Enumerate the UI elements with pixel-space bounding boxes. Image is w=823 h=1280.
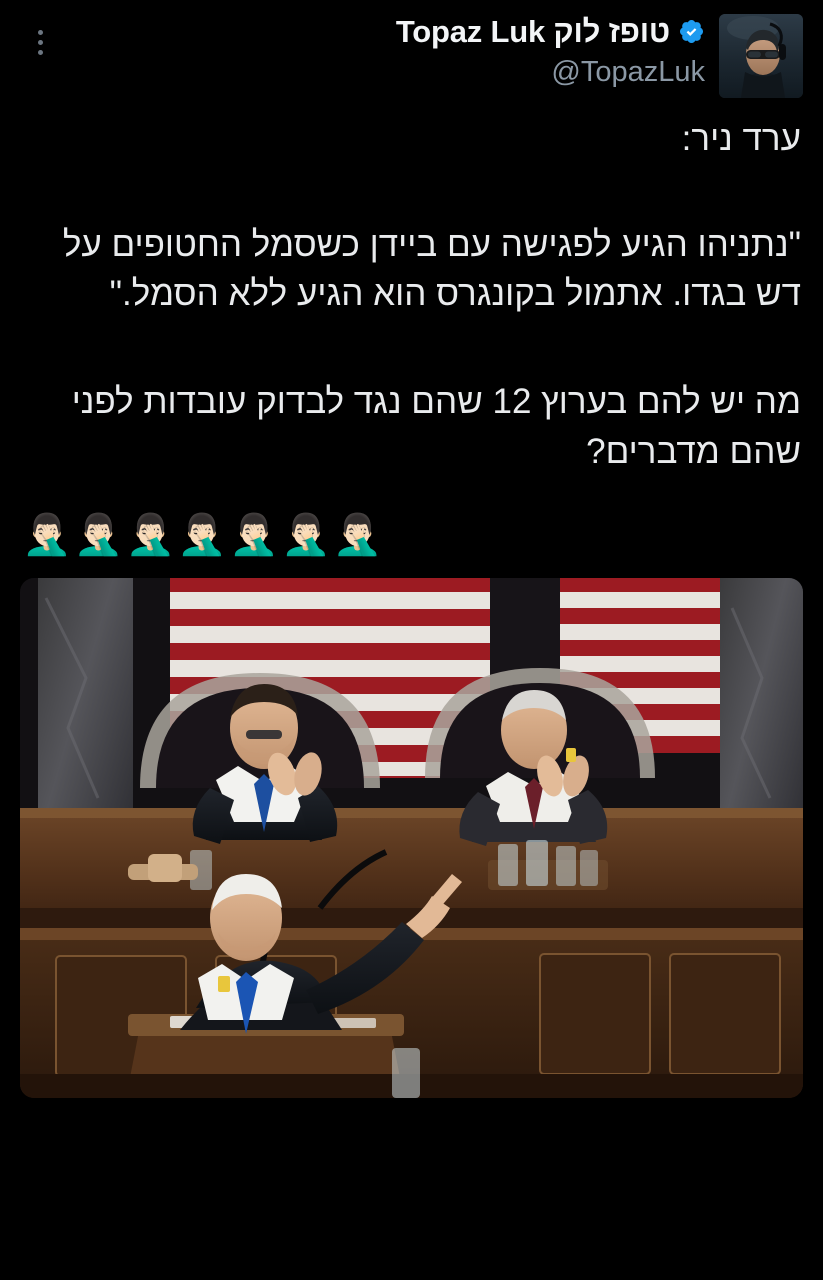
author-handle[interactable]: @TopazLuk (551, 55, 705, 88)
display-name: טופז לוק Topaz Luk (395, 14, 670, 49)
dot (38, 50, 43, 55)
media-image (20, 578, 803, 1098)
more-options-icon[interactable] (36, 30, 44, 55)
display-name-row (396, 14, 705, 50)
verified-badge-icon (678, 18, 705, 45)
avatar-image (719, 14, 803, 98)
tweet-body (0, 108, 823, 476)
tweet-header (0, 0, 823, 108)
dot (38, 30, 43, 35)
tweet-media[interactable] (20, 578, 803, 1098)
tweet-emoji-row: 🤦🏻‍♂️🤦🏻‍♂️🤦🏻‍♂️🤦🏻‍♂️🤦🏻‍♂️🤦🏻‍♂️🤦🏻‍♂️ (22, 513, 385, 558)
tweet-text-question: מה יש להם בערוץ 12 שהם נגד לבדוק עובדות לפני שהם מדברים? (61, 382, 801, 471)
author-names (20, 14, 719, 90)
tweet-text-quote: "נתניהו הגיע לפגישה עם ביידן כשסמל החטופים על דש בגדו. אתמול בקונגרס הוא הגיע ללא הסמל." (53, 224, 801, 314)
tweet-text-lead: ערד ניר: (681, 119, 801, 158)
avatar[interactable] (719, 14, 803, 98)
dot (38, 40, 43, 45)
